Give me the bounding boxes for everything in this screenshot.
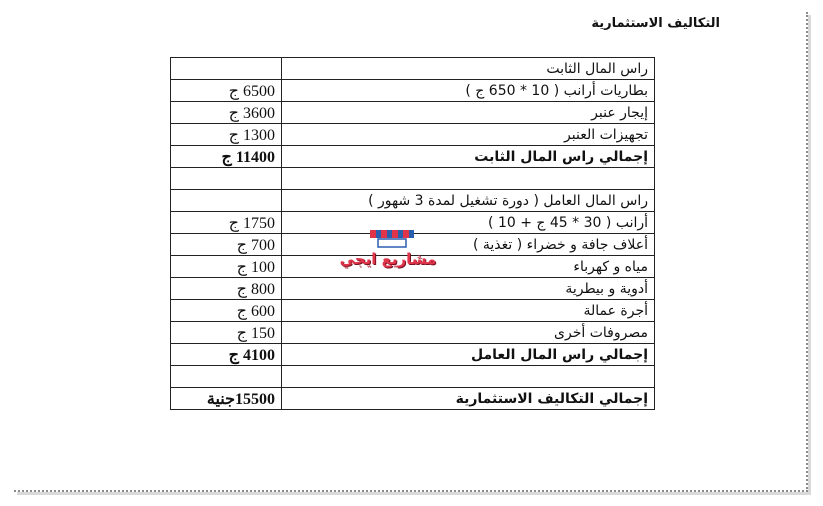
table-row (171, 124, 655, 146)
description-cell: إجمالي راس المال العامل (282, 344, 655, 366)
table-row (171, 278, 655, 300)
amount-cell: 150 ج (171, 322, 282, 344)
description-cell: أدوية و بيطرية (282, 278, 655, 300)
amount-cell (171, 366, 282, 388)
amount-cell: 600 ج (171, 300, 282, 322)
description-cell (282, 168, 655, 190)
description-cell: إيجار عنبر (282, 102, 655, 124)
description-cell: بطاريات أرانب ( 10 * 650 ج ) (282, 80, 655, 102)
amount-cell (171, 190, 282, 212)
amount-cell: 4100 ج (171, 344, 282, 366)
description-cell: أجرة عمالة (282, 300, 655, 322)
amount-cell: 15500جنية (171, 388, 282, 410)
amount-cell (171, 58, 282, 80)
description-cell: راس المال العامل ( دورة تشغيل لمدة 3 شهور ) (282, 190, 655, 212)
watermark-logo (328, 228, 448, 276)
fixed-capital-total-row (171, 146, 655, 168)
description-cell: مصروفات أخرى (282, 322, 655, 344)
working-capital-total-row (171, 344, 655, 366)
description-cell: مياه و كهرباء (282, 256, 655, 278)
description-cell: إجمالي راس المال الثابت (282, 146, 655, 168)
amount-cell: 6500 ج (171, 80, 282, 102)
table-row (171, 322, 655, 344)
table-row (171, 300, 655, 322)
amount-cell: 1750 ج (171, 212, 282, 234)
description-cell: أعلاف جافة و خضراء ( تغذية ) (282, 234, 655, 256)
amount-cell (171, 168, 282, 190)
table-row (171, 58, 655, 80)
shop-awning-icon (368, 228, 416, 248)
description-cell: تجهيزات العنبر (282, 124, 655, 146)
description-cell: أرانب ( 30 * 45 ج + 10 ) (282, 212, 655, 234)
table-row (171, 80, 655, 102)
description-cell: راس المال الثابت (282, 58, 655, 80)
grand-total-row (171, 388, 655, 410)
amount-cell: 800 ج (171, 278, 282, 300)
amount-cell: 1300 ج (171, 124, 282, 146)
table-row (171, 190, 655, 212)
empty-row (171, 366, 655, 388)
amount-cell: 700 ج (171, 234, 282, 256)
amount-cell: 100 ج (171, 256, 282, 278)
description-cell (282, 366, 655, 388)
table-row (171, 102, 655, 124)
description-cell: إجمالي التكاليف الاستثمارية (282, 388, 655, 410)
page-title: التكاليف الاستثمارية (591, 16, 720, 31)
amount-cell: 3600 ج (171, 102, 282, 124)
amount-cell: 11400 ج (171, 146, 282, 168)
watermark-text: مشاريع ايجي (339, 250, 437, 268)
empty-row (171, 168, 655, 190)
